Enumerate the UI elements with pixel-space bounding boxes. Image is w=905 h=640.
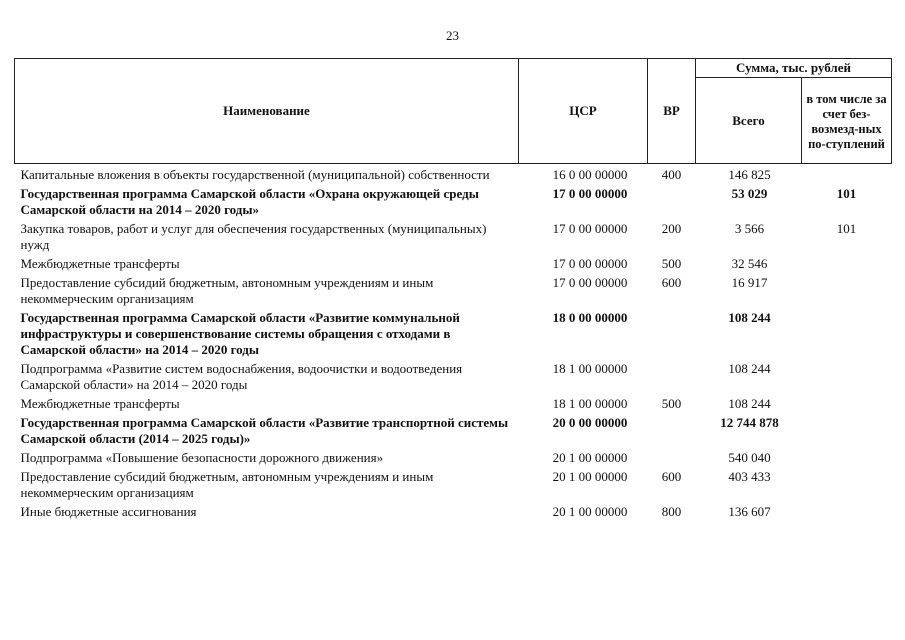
row-total: 53 029 [731,186,768,201]
row-total: 3 566 [734,221,765,236]
row-csr: 20 1 00 00000 [552,469,628,484]
header-vr: ВР [648,59,696,164]
row-incl [802,396,892,415]
row-incl [802,275,892,310]
row-csr: 17 0 00 00000 [552,221,628,236]
row-csr: 18 1 00 00000 [552,396,628,411]
row-incl [802,256,892,275]
table-row [15,186,892,221]
row-total: 32 546 [731,256,768,271]
row-incl [802,450,892,469]
table-row [15,221,892,256]
table-row [15,256,892,275]
row-vr [648,310,696,361]
row-incl [802,469,892,504]
row-csr: 20 0 00 00000 [552,415,628,430]
table-header [15,59,892,164]
row-vr: 500 [661,256,682,271]
row-vr [648,415,696,450]
row-csr: 17 0 00 00000 [552,275,628,290]
table-row [15,361,892,396]
table-row [15,415,892,450]
row-vr: 400 [661,167,682,182]
row-vr [648,361,696,396]
budget-table [14,58,892,523]
header-total: Всего [696,78,802,164]
row-vr: 600 [661,469,682,484]
table-row [15,504,892,523]
row-total: 12 744 878 [720,415,779,430]
row-name: Предоставление субсидий бюджетным, автономным учреждениям и иным некоммерческим организациям [20,275,434,306]
row-csr: 17 0 00 00000 [552,256,628,271]
row-total: 136 607 [728,504,771,519]
row-name: Подпрограмма «Повышение безопасности дорожного движения» [20,450,384,465]
row-vr: 200 [661,221,682,236]
row-name: Межбюджетные трансферты [20,396,180,411]
row-csr: 16 0 00 00000 [552,167,628,182]
row-total: 108 244 [728,310,771,325]
table-row [15,396,892,415]
row-total: 403 433 [728,469,771,484]
table-row [15,310,892,361]
row-total: 108 244 [728,361,771,376]
row-csr: 20 1 00 00000 [552,450,628,465]
header-sum-group: Сумма, тыс. рублей [696,59,892,78]
header-name: Наименование [15,59,519,164]
header-incl: в том числе за счет без-возмезд-ных по-ступлений [802,78,892,164]
row-csr: 18 0 00 00000 [552,310,628,325]
row-name: Государственная программа Самарской области «Развитие транспортной системы Самарской области (2014 – 2025 годы)» [20,415,509,446]
row-vr: 600 [661,275,682,290]
row-name: Межбюджетные трансферты [20,256,180,271]
row-vr: 500 [661,396,682,411]
row-name: Иные бюджетные ассигнования [20,504,197,519]
row-incl [802,310,892,361]
row-incl [802,361,892,396]
row-incl [802,415,892,450]
row-name: Подпрограмма «Развитие систем водоснабжения, водоочистки и водоотведения Самарской области» на 2014 – 2020 годы [20,361,463,392]
row-csr: 20 1 00 00000 [552,504,628,519]
row-csr: 18 1 00 00000 [552,361,628,376]
page-number: 23 [446,28,459,43]
row-incl [802,164,892,187]
row-total: 146 825 [728,167,771,182]
row-incl [802,504,892,523]
row-name: Государственная программа Самарской области «Охрана окружающей среды Самарской области на 2014 – 2020 годы» [20,186,479,217]
row-incl: 101 [836,221,857,236]
row-incl: 101 [836,186,857,201]
row-total: 16 917 [731,275,768,290]
table-row [15,164,892,187]
row-name: Капитальные вложения в объекты государственной (муниципальной) собственности [20,167,490,182]
row-name: Закупка товаров, работ и услуг для обеспечения государственных (муниципальных) нужд [20,221,487,252]
row-vr [648,450,696,469]
table-row [15,469,892,504]
row-name: Государственная программа Самарской области «Развитие коммунальной инфраструктуры и совершенствование системы обращения с отходами в Самарской области» на 2014 – 2020 годы [20,310,460,357]
row-total: 108 244 [728,396,771,411]
row-name: Предоставление субсидий бюджетным, автономным учреждениям и иным некоммерческим организациям [20,469,434,500]
row-vr [648,186,696,221]
table-row [15,450,892,469]
row-csr: 17 0 00 00000 [552,186,628,201]
header-csr: ЦСР [519,59,648,164]
row-vr: 800 [661,504,682,519]
table-body [15,164,892,524]
row-total: 540 040 [728,450,771,465]
table-row [15,275,892,310]
